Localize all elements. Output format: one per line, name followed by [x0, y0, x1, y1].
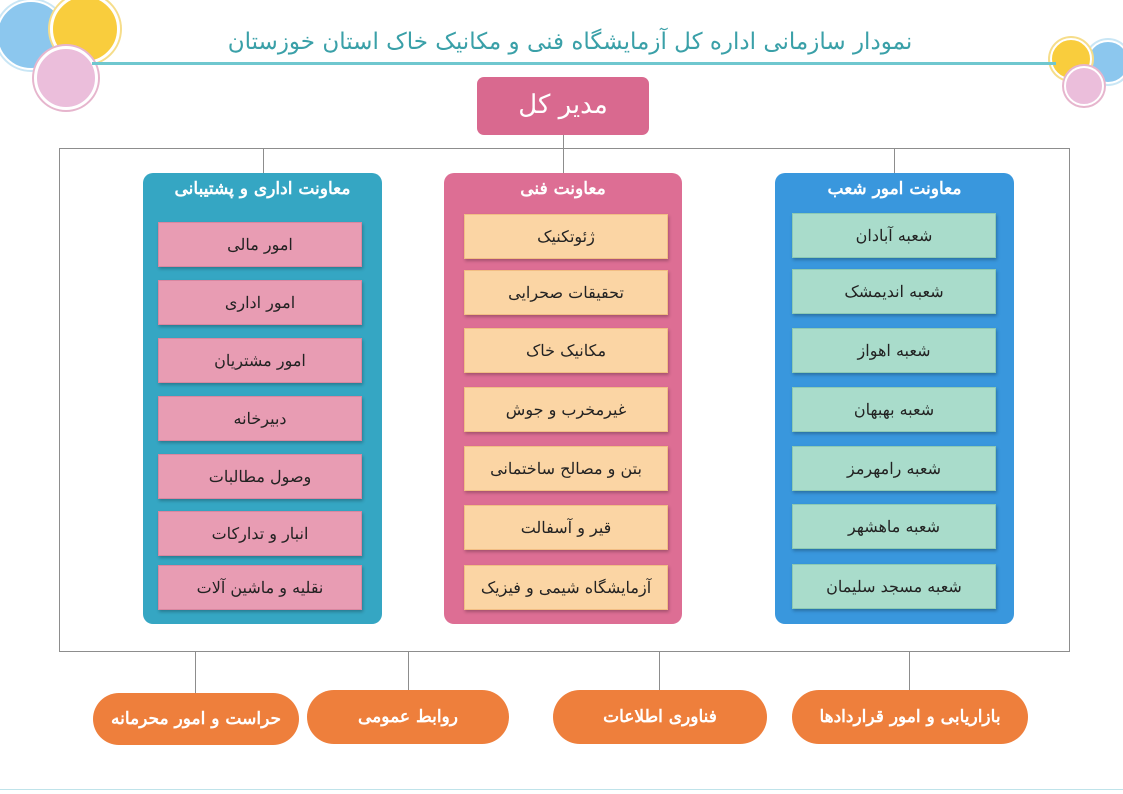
unit-it: فناوری اطلاعات [553, 690, 767, 744]
technical-item: غیرمخرب و جوش [464, 387, 668, 432]
branch-item: شعبه ماهشهر [792, 504, 996, 549]
technical-item: مکانیک خاک [464, 328, 668, 373]
admin-panel-title: معاونت اداری و پشتیبانی [174, 179, 351, 199]
connector-pr-vertical [408, 651, 409, 691]
technical-panel-title: معاونت فنی [520, 179, 606, 199]
admin-item: امور اداری [158, 280, 362, 325]
unit-public-relations: روابط عمومی [307, 690, 509, 744]
branch-item: شعبه اهواز [792, 328, 996, 373]
decor-circle-pink-topright [1064, 66, 1104, 106]
page-title: نمودار سازمانی اداره کل آزمایشگاه فنی و مکانیک خاک استان خوزستان [227, 29, 913, 55]
unit-marketing: بازاریابی و امور قراردادها [792, 690, 1028, 744]
branch-item: شعبه آبادان [792, 213, 996, 258]
branch-item: شعبه مسجد سلیمان [792, 564, 996, 609]
connector-admin [263, 148, 264, 173]
technical-item: بتن و مصالح ساختمانی [464, 446, 668, 491]
technical-item: قیر و آسفالت [464, 505, 668, 550]
technical-item: آزمایشگاه شیمی و فیزیک [464, 565, 668, 610]
connector-marketing [909, 651, 910, 691]
connector-frame-left [59, 148, 60, 652]
director-box: مدیر کل [477, 77, 649, 135]
connector-branches [894, 148, 895, 173]
branch-item: شعبه بهبهان [792, 387, 996, 432]
admin-item: دبیرخانه [158, 396, 362, 441]
technical-item: ژئوتکنیک [464, 214, 668, 259]
branch-item: شعبه اندیمشک [792, 269, 996, 314]
connector-it-horizontal [659, 651, 660, 691]
branches-panel-title: معاونت امور شعب [827, 179, 962, 199]
unit-security: حراست و امور محرمانه [93, 693, 299, 745]
connector-frame-right [1069, 148, 1070, 652]
admin-item: وصول مطالبات [158, 454, 362, 499]
admin-item: امور مالی [158, 222, 362, 267]
title-underline [92, 62, 1056, 65]
branch-item: شعبه رامهرمز [792, 446, 996, 491]
admin-item: انبار و تدارکات [158, 511, 362, 556]
admin-item: امور مشتریان [158, 338, 362, 383]
bottom-divider [0, 789, 1123, 790]
connector-frame-top [59, 148, 1070, 149]
connector-frame-bottom [59, 651, 1070, 652]
connector-security [195, 651, 196, 693]
admin-item: نقلیه و ماشین آلات [158, 565, 362, 610]
decor-circle-pink-topleft [34, 46, 98, 110]
technical-item: تحقیقات صحرایی [464, 270, 668, 315]
connector-director [563, 135, 564, 173]
